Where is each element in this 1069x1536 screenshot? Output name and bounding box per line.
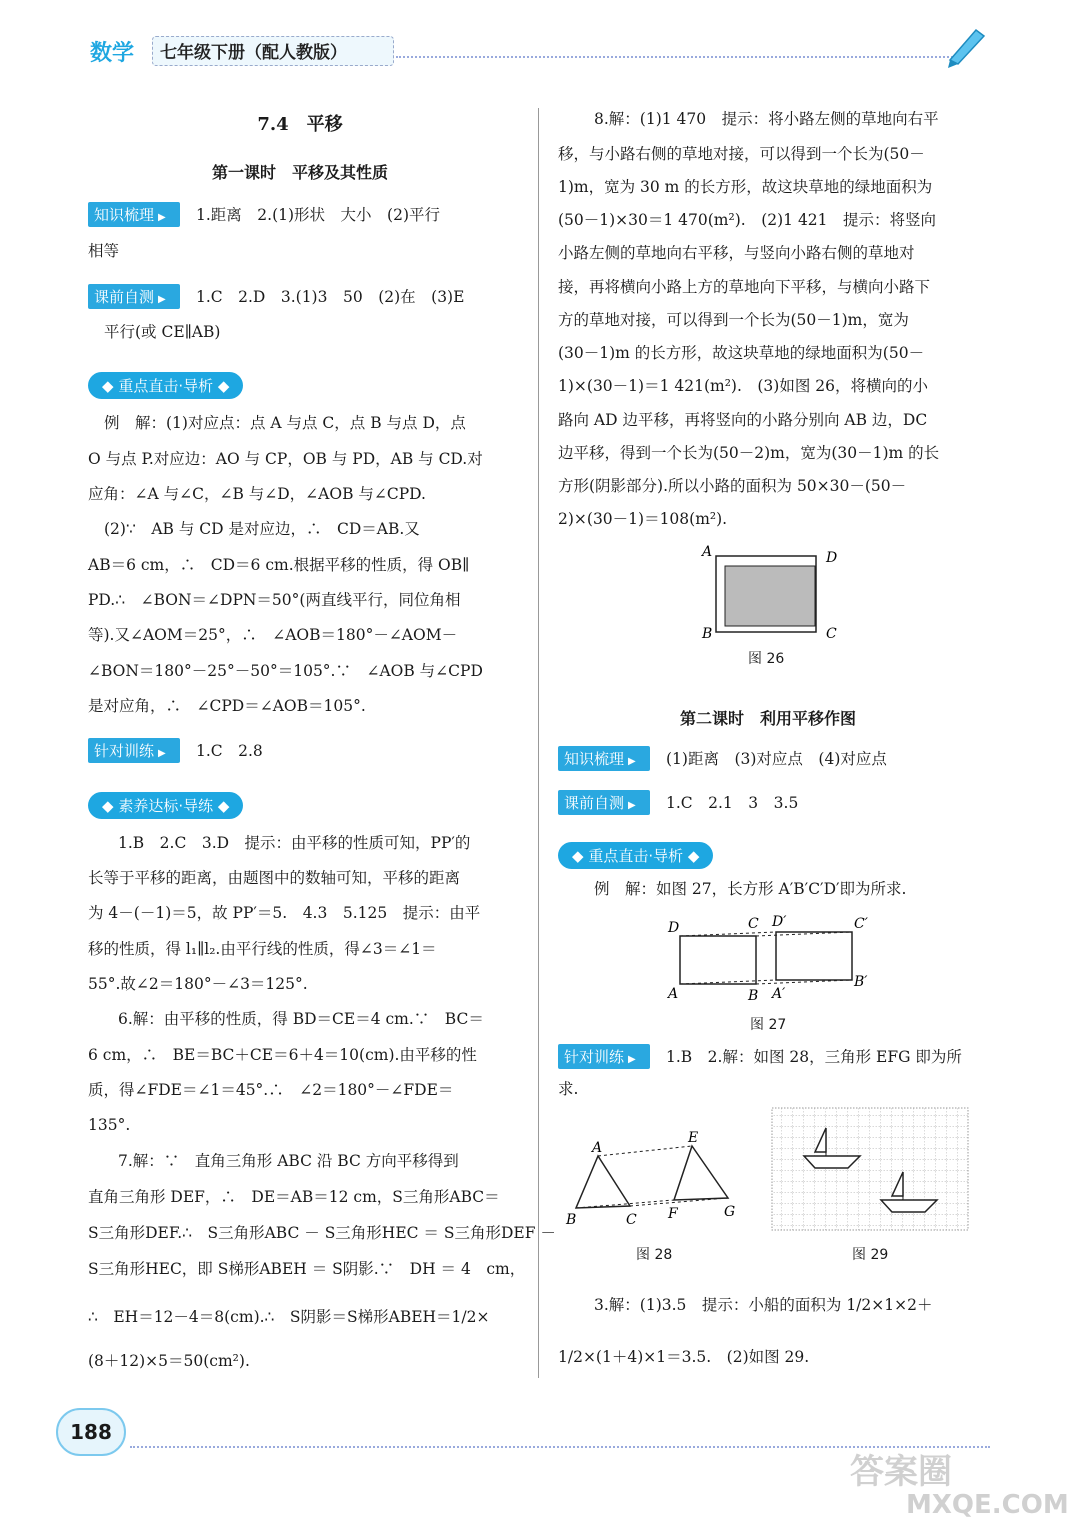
q8-line: 1)×(30－1)＝1 421(m²). (3)如图 26，将横向的小 [558, 377, 928, 395]
fig29-caption: 图 29 [852, 1247, 889, 1263]
q8-line: 接，再将横向小路上方的草地向下平移，与横向小路下 [558, 278, 931, 296]
fig28-label-e: E [688, 1130, 699, 1146]
tag-practice-2: 针对训练 ▶ [558, 1044, 650, 1069]
fig28-triangle-efg [674, 1146, 728, 1200]
example-line: (2)∵ AB 与 CD 是对应边，∴ CD＝AB.又 [104, 520, 420, 538]
fig27-label-a: A [668, 986, 679, 1002]
tag-pretest-2: 课前自测 ▶ [558, 790, 650, 815]
q8-line: 边平移，得到一个长为(50－2)m，宽为(30－1)m 的长 [558, 444, 940, 462]
q3-line: 1/2×(1＋4)×1＝3.5. (2)如图 29. [558, 1348, 810, 1366]
q3-line: 3.解：(1)3.5 提示：小船的面积为 1/2×1×2＋ [594, 1296, 933, 1314]
fig26-label-c: C [826, 626, 837, 642]
q8-line: 小路左侧的草地向右平移，与竖向小路右侧的草地对 [558, 244, 915, 262]
quality-line: 6.解：由平移的性质，得 BD＝CE＝4 cm.∵ BC＝ [118, 1010, 484, 1028]
q8-line: 方形(阴影部分).所以小路的面积为 50×30－(50－ [558, 477, 907, 495]
grade-label: 七年级下册 [160, 43, 245, 63]
fig27-rect-abcd [680, 936, 756, 984]
pill-quality: ◆ 素养达标·导练 ◆ [88, 792, 243, 819]
watermark-url: MXQE.COM [906, 1490, 1069, 1520]
column-divider [538, 108, 539, 1378]
quality-line: 7.解：∵ 直角三角形 ABC 沿 BC 方向平移得到 [118, 1152, 459, 1170]
fig26-caption: 图 26 [748, 651, 785, 667]
example-line: O 与点 P.对应边：AO 与 CP，OB 与 PD，AB 与 CD.对 [88, 450, 483, 468]
subject-label: 数学 [90, 41, 135, 66]
fig26-label-a: A [702, 544, 713, 560]
page-number: 188 [56, 1408, 126, 1456]
pill-quality-label: 素养达标·导练 [118, 797, 214, 815]
quality-line: 直角三角形 DEF，∴ DE＝AB＝12 cm，S三角形ABC＝ [88, 1188, 500, 1206]
pill-focus: ◆ 重点直击·导析 ◆ [88, 372, 243, 399]
fig27-caption: 图 27 [750, 1017, 787, 1033]
lesson2-title: 第二课时 利用平移作图 [679, 709, 856, 728]
pen-icon [940, 22, 990, 68]
fig27-label-b: B [748, 988, 759, 1004]
edition-label: （配人教版） [245, 43, 347, 63]
fig27-label-c: C [748, 916, 759, 932]
q8-line: 2)×(30－1)＝108(m²). [558, 510, 728, 528]
pretest-line-1: 1.C 2.D 3.(1)3 50 (2)在 (3)E [196, 288, 465, 306]
quality-line: S三角形DEF.∴ S三角形ABC － S三角形HEC ＝ S三角形DEF － [88, 1224, 556, 1242]
knowledge2-answers: (1)距离 (3)对应点 (4)对应点 [666, 750, 887, 768]
example-line: 等).又∠AOM＝25°，∴ ∠AOB＝180°－∠AOM－ [88, 626, 458, 644]
fig26-shaded-rect [725, 566, 815, 626]
example-line: 是对应角，∴ ∠CPD＝∠AOB＝105°. [88, 697, 366, 715]
pretest-line-2: 平行(或 CE∥AB) [104, 323, 221, 341]
quality-line: 移的性质，得 l₁∥l₂.由平行线的性质，得∠3＝∠1＝ [88, 940, 437, 958]
fig26-label-d: D [826, 550, 838, 566]
example-line: AB＝6 cm，∴ CD＝6 cm.根据平移的性质，得 OB∥ [88, 556, 470, 574]
section-title [90, 110, 510, 136]
fig28-dash-ae [598, 1146, 692, 1156]
header-grade [160, 38, 347, 63]
practice2-line: 1.B 2.解：如图 28，三角形 EFG 即为所 [666, 1048, 962, 1066]
example-line: PD.∴ ∠BON＝∠DPN＝50°(两直线平行，同位角相 [88, 591, 461, 609]
quality-line: 6 cm，∴ BE＝BC＋CE＝6＋4＝10(cm).由平移的性 [88, 1046, 477, 1064]
tag-pretest: 课前自测 ▶ [88, 284, 180, 309]
quality-line: (8＋12)×5＝50(cm²). [88, 1352, 250, 1370]
fig27-label-dprime: D′ [772, 914, 787, 930]
q8-line: 路向 AD 边平移，再将竖向的小路分别向 AB 边，DC [558, 411, 928, 429]
fig28-label-g: G [724, 1204, 736, 1220]
pill-focus-2: ◆ 重点直击·导析 ◆ [558, 842, 713, 869]
figure-27 [664, 912, 894, 1008]
quality-line: 长等于平移的距离，由题图中的数轴可知，平移的距离 [88, 869, 461, 887]
tag-knowledge-2: 知识梳理 ▶ [558, 746, 650, 771]
tag-practice: 针对训练 ▶ [88, 738, 180, 763]
pretest2-answers: 1.C 2.1 3 3.5 [666, 794, 799, 812]
knowledge-line-2: 相等 [88, 242, 120, 260]
pill-focus-2-label: 重点直击·导析 [588, 847, 684, 865]
fig26-label-b: B [702, 626, 713, 642]
pill-focus-label: 重点直击·导析 [118, 377, 214, 395]
fig27-label-cprime: C′ [854, 916, 868, 932]
fig28-label-c: C [626, 1212, 637, 1228]
lesson1-title: 第一课时 平移及其性质 [211, 163, 388, 182]
header-dotted-line [396, 56, 956, 58]
quality-line: 质，得∠FDE＝∠1＝45°.∴ ∠2＝180°－∠FDE＝ [88, 1081, 454, 1099]
fig28-label-b: B [566, 1212, 577, 1228]
fig27-label-aprime: A′ [772, 986, 786, 1002]
quality-line: ∴ EH＝12－4＝8(cm).∴ S阴影＝S梯形ABEH＝1/2× [88, 1308, 490, 1326]
fig28-label-f: F [668, 1206, 678, 1222]
watermark-text: 答案圈 [850, 1452, 952, 1492]
example2-line: 例 解：如图 27，长方形 A′B′C′D′即为所求. [594, 880, 907, 898]
q8-line: 1)m，宽为 30 m 的长方形，故这块草地的绿地面积为 [558, 178, 933, 196]
fig29-grid [772, 1108, 968, 1230]
knowledge-line-1: 1.距离 2.(1)形状 大小 (2)平行 [196, 206, 440, 224]
q8-line: (50－1)×30＝1 470(m²). (2)1 421 提示：将竖向 [558, 211, 937, 229]
quality-line: 55°.故∠2＝180°－∠3＝125°. [88, 975, 308, 993]
q8-line: 方的草地对接，可以得到一个长为(50－1)m，宽为 [558, 311, 909, 329]
fig27-label-bprime: B′ [854, 974, 868, 990]
example-line: 应角：∠A 与∠C，∠B 与∠D，∠AOB 与∠CPD. [88, 485, 426, 503]
practice-answers: 1.C 2.8 [196, 742, 263, 760]
fig28-label-a: A [592, 1140, 603, 1156]
q8-line: 移，与小路右侧的草地对接，可以得到一个长为(50－ [558, 145, 925, 163]
tag-knowledge: 知识梳理 ▶ [88, 202, 180, 227]
quality-line: 135°. [88, 1116, 131, 1134]
figure-28 [560, 1128, 750, 1228]
quality-line: S三角形HEC，即 S梯形ABEH ＝ S阴影.∵ DH ＝ 4 cm， [88, 1260, 526, 1278]
practice2-line: 求. [558, 1080, 579, 1098]
section-name: 平移 [306, 114, 343, 135]
fig28-triangle-abc [576, 1156, 630, 1208]
figure-26 [696, 542, 846, 642]
fig27-label-d: D [668, 920, 680, 936]
q8-line: (30－1)m 的长方形，故这块草地的绿地面积为(50－ [558, 344, 925, 362]
section-number: 7.4 [257, 114, 289, 135]
quality-line: 为 4－(－1)＝5，故 PP′＝5. 4.3 5.125 提示：由平 [88, 904, 481, 922]
example-line: ∠BON＝180°－25°－50°＝105°.∵ ∠AOB 与∠CPD [88, 662, 483, 680]
quality-line: 1.B 2.C 3.D 提示：由平移的性质可知，PP′的 [118, 834, 471, 852]
fig28-caption: 图 28 [636, 1247, 673, 1263]
fig27-rect-prime [776, 932, 852, 980]
example-line: 例 解：(1)对应点：点 A 与点 C，点 B 与点 D，点 [104, 414, 466, 432]
figure-29 [770, 1104, 970, 1234]
q8-line: 8.解：(1)1 470 提示：将小路左侧的草地向右平 [594, 110, 939, 128]
